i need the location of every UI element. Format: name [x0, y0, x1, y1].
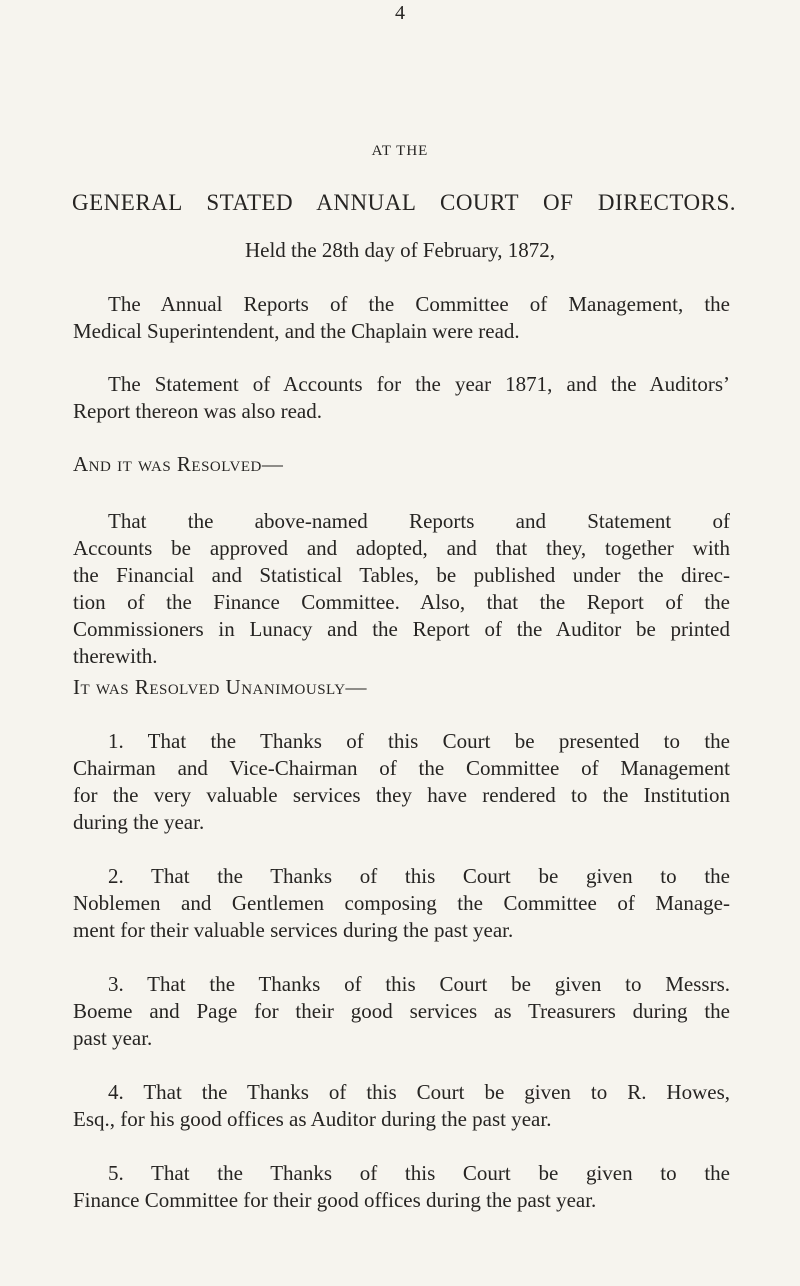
paragraph: [73, 863, 730, 944]
text-line: The Annual Reports of the Committee of Management, the: [108, 292, 730, 316]
text-line: That the above-named Reports and Statement of: [108, 509, 730, 533]
text-line: 2. That the Thanks of this Court be given to the: [108, 864, 730, 888]
text-line: Commissioners in Lunacy and the Report of the Auditor be printed: [73, 617, 730, 641]
text-line: Chairman and Vice-Chairman of the Committee of Management: [73, 756, 730, 780]
text-line: for the very valuable services they have rendered to the Institution: [73, 783, 730, 807]
text-line: The Statement of Accounts for the year 1871, and the Auditors’: [108, 372, 730, 396]
text-line: Medical Superintendent, and the Chaplain were read.: [73, 319, 520, 343]
held-date-line: Held the 28th day of February, 1872,: [244, 238, 556, 262]
text-line: during the year.: [73, 810, 205, 834]
text-line: Accounts be approved and adopted, and that they, together with: [73, 536, 730, 560]
paragraph: [73, 291, 730, 345]
text-line: Noblemen and Gentlemen composing the Committee of Manage-: [73, 891, 730, 915]
text-line: therewith.: [73, 644, 158, 668]
text-line: the Financial and Statistical Tables, be published under the direc-: [73, 563, 730, 587]
text-line: And it was Resolved—: [73, 452, 284, 476]
text-line: tion of the Finance Committee. Also, that the Report of the: [73, 590, 730, 614]
text-line: 4. That the Thanks of this Court be given to R. Howes,: [108, 1080, 730, 1104]
text-line: 3. That the Thanks of this Court be given to Messrs.: [108, 972, 730, 996]
text-line: ment for their valuable services during the past year.: [73, 918, 514, 942]
paragraph: [73, 1160, 730, 1214]
text-line: Boeme and Page for their good services as Treasurers during the: [73, 999, 730, 1023]
text-line: Finance Committee for their good offices during the past year.: [73, 1188, 597, 1212]
paragraph: [73, 728, 730, 836]
text-line: past year.: [73, 1026, 153, 1050]
paragraph: [73, 371, 730, 425]
text-line: It was Resolved Unanimously—: [73, 675, 368, 699]
paragraph: [73, 971, 730, 1052]
paragraph: [73, 1079, 730, 1133]
paragraph: [73, 508, 730, 670]
heading-small: AT THE: [371, 143, 429, 159]
text-line: 1. That the Thanks of this Court be presented to the: [108, 729, 730, 753]
document-title: GENERAL STATED ANNUAL COURT OF DIRECTORS.: [72, 190, 736, 215]
text-line: 5. That the Thanks of this Court be given to the: [108, 1161, 730, 1185]
page-number: 4: [395, 2, 405, 24]
resolution-heading: [73, 674, 730, 701]
resolution-heading: [73, 451, 730, 478]
text-line: Esq., for his good offices as Auditor during the past year.: [73, 1107, 552, 1131]
text-line: Report thereon was also read.: [73, 399, 322, 423]
